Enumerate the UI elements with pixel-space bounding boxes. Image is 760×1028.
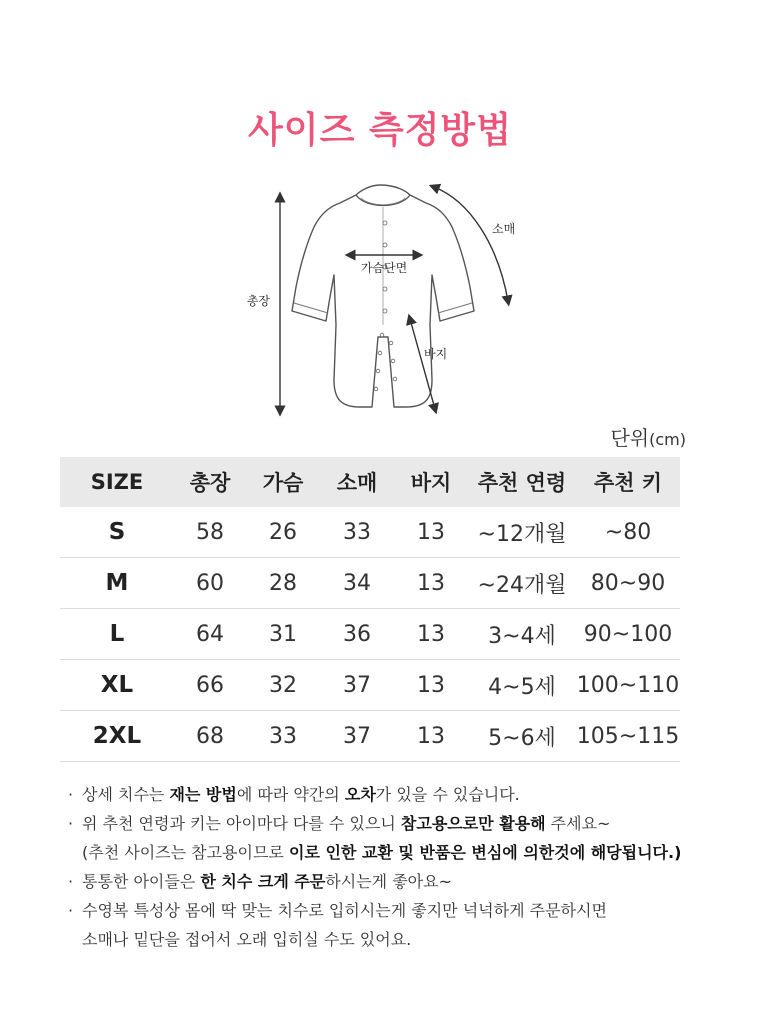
cell-height: 100~110 [576,660,680,711]
size-table [60,457,680,762]
note-text: (추천 사이즈는 참고용이므로 [82,843,289,862]
cell-length: 58 [174,507,246,558]
cell-length: 64 [174,609,246,660]
cell-size: 2XL [60,711,174,762]
table-row [60,711,680,762]
note-text: 하시는게 좋아요~ [325,872,452,891]
note-emphasis: 재는 방법 [169,785,237,804]
table-row [60,507,680,558]
label-pants: 바지 [424,347,448,361]
header-sleeve: 소매 [320,457,394,507]
cell-length: 68 [174,711,246,762]
cell-pants: 13 [394,609,468,660]
cell-pants: 13 [394,558,468,609]
note-subline [82,838,708,867]
cell-age: ~12개월 [468,507,576,558]
cell-pants: 13 [394,660,468,711]
romper-size-diagram [230,175,530,425]
cell-chest: 26 [246,507,320,558]
cell-age: ~24개월 [468,558,576,609]
romper-illustration [230,175,530,425]
cell-pants: 13 [394,711,468,762]
cell-size: S [60,507,174,558]
table-row [60,660,680,711]
header-length: 총장 [174,457,246,507]
cell-chest: 33 [246,711,320,762]
cell-length: 66 [174,660,246,711]
note-emphasis: 오차 [344,785,376,804]
table-row [60,609,680,660]
note-text: 주세요~ [545,814,611,833]
cell-age: 4~5세 [468,660,576,711]
cell-height: 90~100 [576,609,680,660]
cell-height: 105~115 [576,711,680,762]
cell-chest: 32 [246,660,320,711]
label-sleeve: 소매 [492,222,516,236]
cell-size: XL [60,660,174,711]
cell-sleeve: 33 [320,507,394,558]
unit-paren: (cm) [649,430,686,449]
bullet-dot: · [68,872,74,891]
cell-length: 60 [174,558,246,609]
note-item [68,867,708,896]
header-height: 추천 키 [576,457,680,507]
cell-chest: 31 [246,609,320,660]
note-item [68,809,708,867]
cell-pants: 13 [394,507,468,558]
note-text: 가 있을 수 있습니다. [375,785,520,804]
header-size: SIZE [60,457,174,507]
bullet-dot: · [68,901,74,920]
cell-size: M [60,558,174,609]
table-header-row [60,457,680,507]
header-age: 추천 연령 [468,457,576,507]
unit-main: 단위 [610,426,650,450]
page-title: 사이즈 측정방법 [248,110,512,151]
cell-age: 3~4세 [468,609,576,660]
note-item [68,896,708,954]
note-emphasis: 이로 인한 교환 및 반품은 변심에 의한것에 해당됩니다.) [288,843,682,862]
note-text: 상세 치수는 [82,785,170,804]
bullet-dot: · [68,814,74,833]
cell-age: 5~6세 [468,711,576,762]
table-row [60,558,680,609]
note-text: 수영복 특성상 몸에 딱 맞는 치수로 입히시는게 좋지만 넉넉하게 주문하시면 [82,901,607,920]
cell-height: 80~90 [576,558,680,609]
note-text: 위 추천 연령과 키는 아이마다 다를 수 있으니 [82,814,401,833]
label-length: 총장 [246,294,270,308]
cell-chest: 28 [246,558,320,609]
header-chest: 가슴 [246,457,320,507]
header-pants: 바지 [394,457,468,507]
note-emphasis: 한 치수 크게 주문 [200,872,326,891]
cell-size: L [60,609,174,660]
note-item [68,780,708,809]
cell-sleeve: 36 [320,609,394,660]
cell-sleeve: 34 [320,558,394,609]
cell-height: ~80 [576,507,680,558]
note-emphasis: 참고용으로만 활용해 [400,814,546,833]
label-chest: 가슴단면 [360,261,408,275]
unit-label [610,422,686,451]
cell-sleeve: 37 [320,660,394,711]
cell-sleeve: 37 [320,711,394,762]
note-subline: 소매나 밑단을 접어서 오래 입히실 수도 있어요. [82,930,412,949]
note-text: 에 따라 약간의 [236,785,345,804]
bullet-dot: · [68,785,74,804]
note-text: 통통한 아이들은 [82,872,201,891]
notes-section [68,780,708,954]
